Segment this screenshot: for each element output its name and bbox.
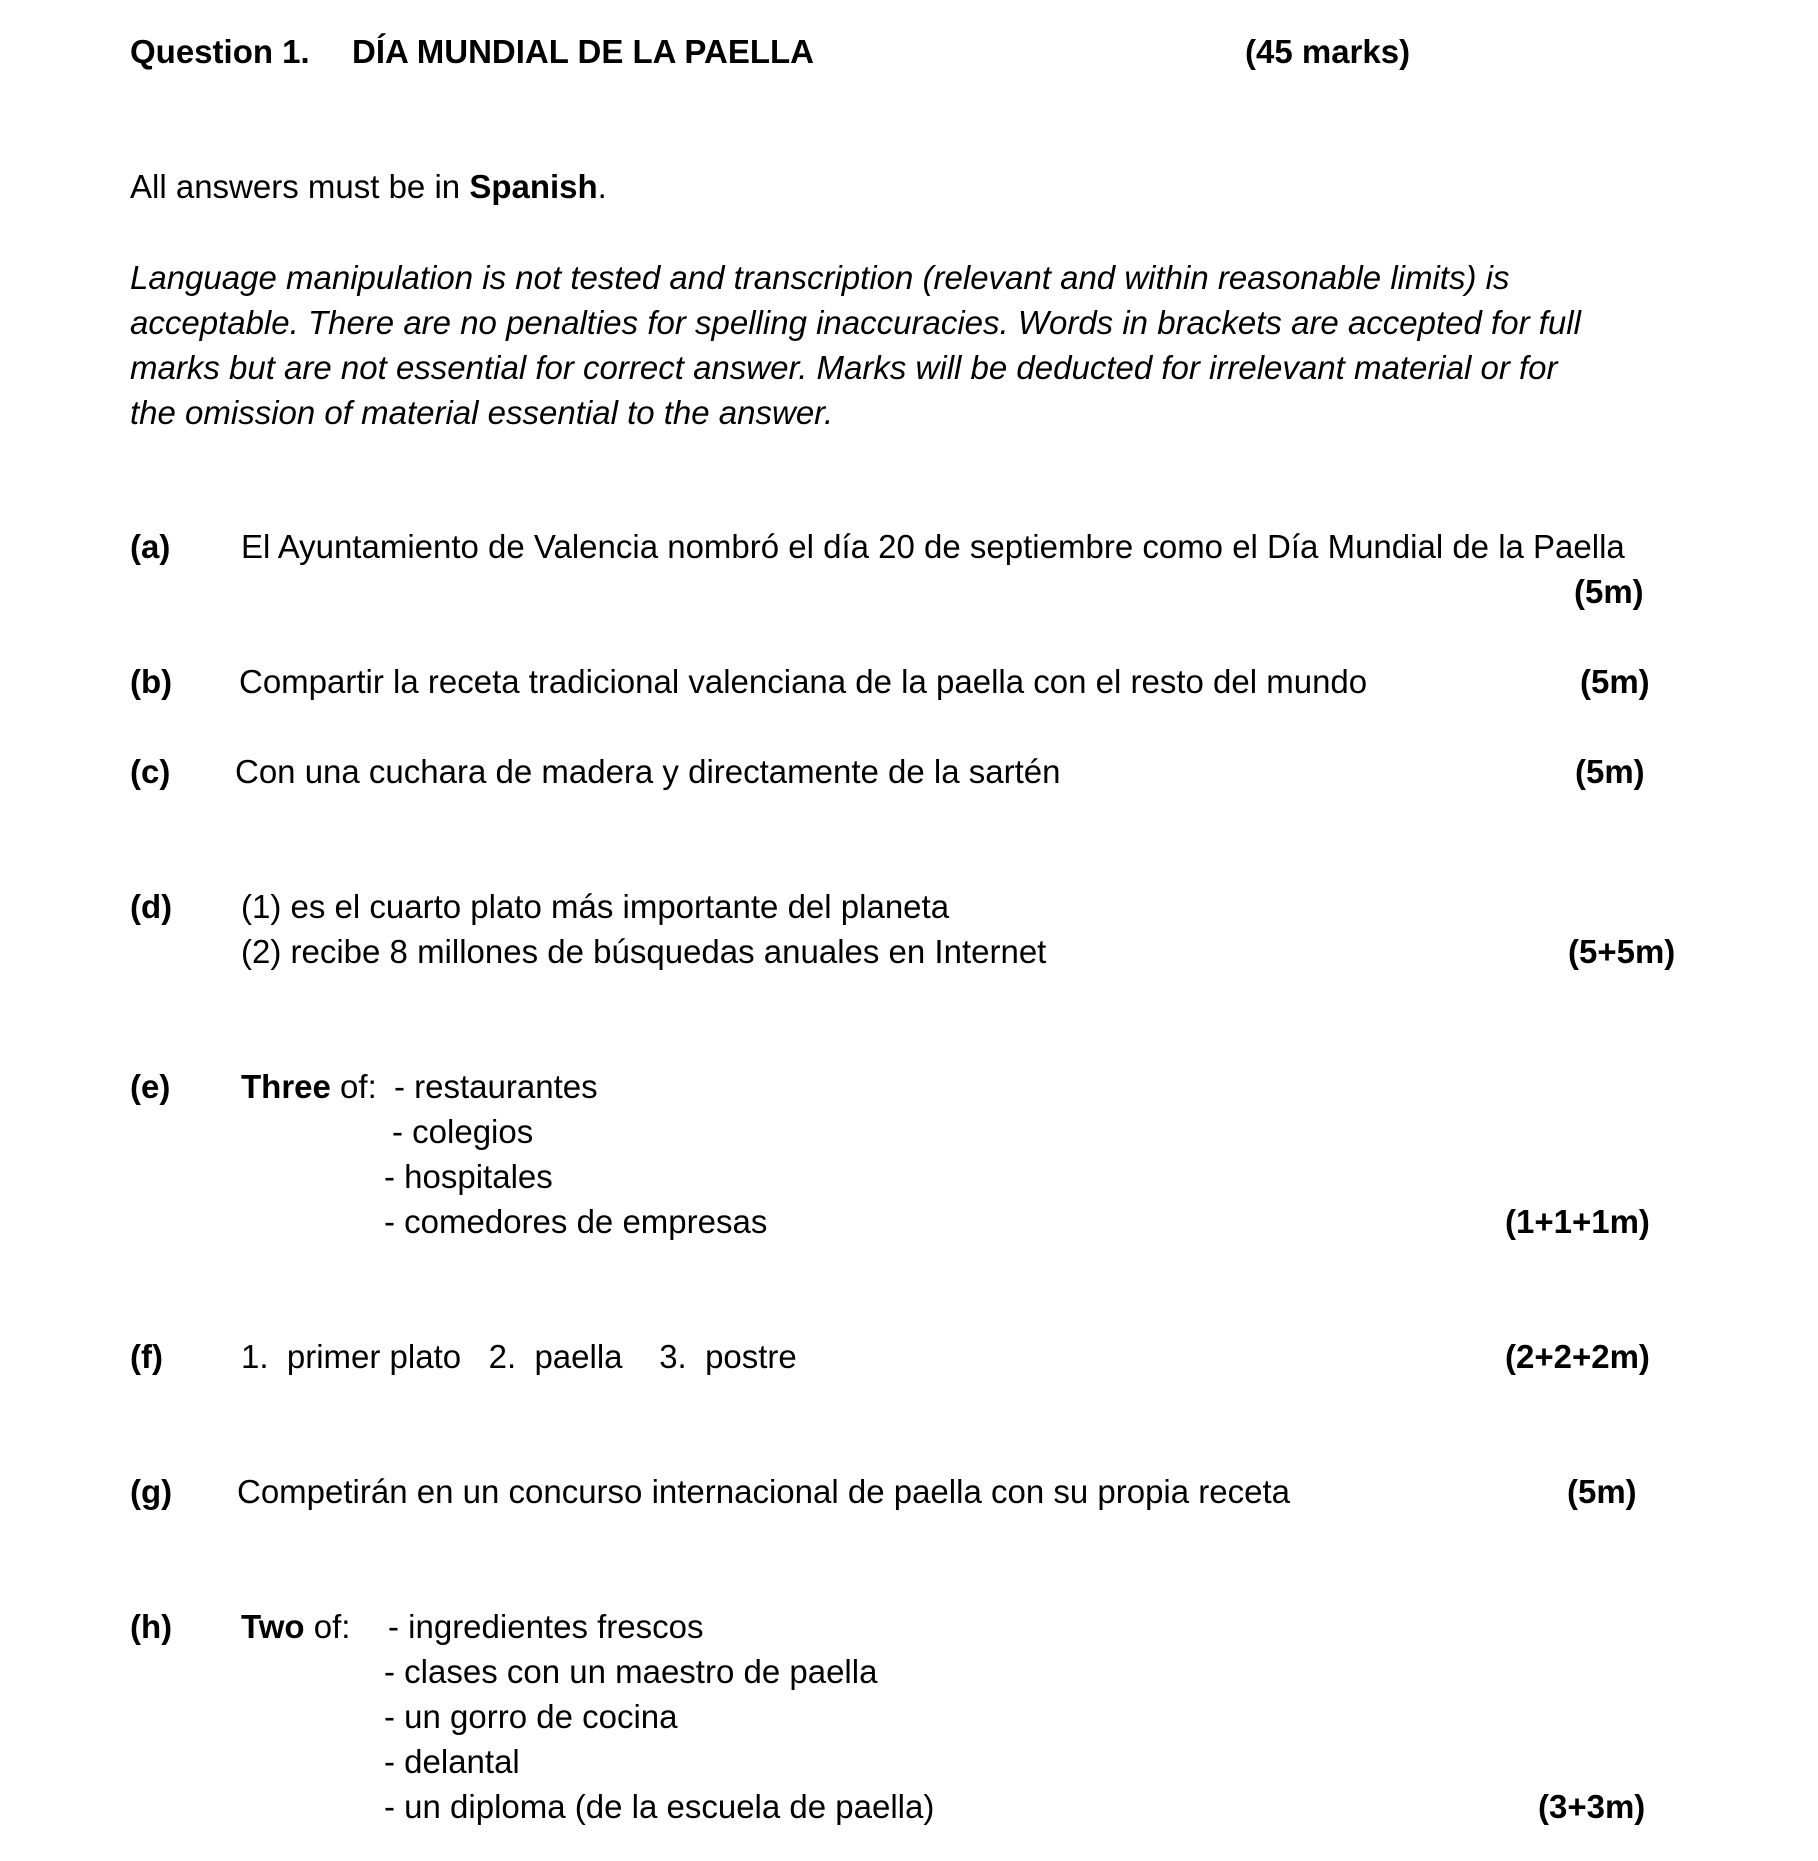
answer-lead-h-bold: Two [241,1608,305,1645]
list-item: - comedores de empresas [384,1203,768,1240]
answer-marks-g: (5m) [1567,1473,1637,1510]
answer-label-h: (h) [130,1608,173,1645]
answer-marks-c: (5m) [1575,753,1645,790]
list-item: - colegios [392,1113,534,1150]
answer-lead-h-rest: of: [304,1608,351,1645]
answer-label-b: (b) [130,663,173,700]
answer-label-f: (f) [130,1338,163,1375]
total-marks: (45 marks) [1245,33,1411,70]
instruction [130,167,607,207]
list-item: - delantal [384,1743,520,1780]
instruction-suffix: . [597,168,607,205]
answer-marks-h: (3+3m) [1538,1788,1646,1825]
answer-label-d: (d) [130,888,173,925]
answer-text-f: 1. primer plato 2. paella 3. postre [241,1338,797,1375]
answer-lead-e-rest: of: [330,1068,377,1105]
question-title: DÍA MUNDIAL DE LA PAELLA [352,33,814,70]
answer-lead-e-bold: Three [241,1068,331,1105]
list-item: - clases con un maestro de paella [384,1653,878,1690]
note-line: acceptable. There are no penalties for spelling inaccuracies. Words in brackets are accepted for full [130,304,1581,341]
answer-lead-h [241,1607,350,1647]
answer-marks-e: (1+1+1m) [1505,1203,1650,1240]
note-line: marks but are not essential for correct answer. Marks will be deducted for irrelevant material or for [130,349,1558,386]
answer-marks-d: (5+5m) [1568,933,1676,970]
answer-marks-f: (2+2+2m) [1505,1338,1650,1375]
list-item: - ingredientes frescos [388,1608,704,1645]
answer-label-e: (e) [130,1068,171,1105]
answer-text-a: El Ayuntamiento de Valencia nombró el día 20 de septiembre como el Día Mundial de la Paella [241,528,1625,565]
instruction-language: Spanish [469,168,598,205]
list-item: - restaurantes [394,1068,598,1105]
answer-label-g: (g) [130,1473,173,1510]
answer-line-d1: (1) es el cuarto plato más importante del planeta [241,888,950,925]
answer-marks-a: (5m) [1574,573,1644,610]
answer-lead-e [241,1067,377,1107]
question-label: Question 1. [130,33,310,70]
marking-notes [130,255,1670,435]
note-line: the omission of material essential to the answer. [130,394,834,431]
answer-label-a: (a) [130,528,171,565]
answer-text-c: Con una cuchara de madera y directamente de la sartén [235,753,1061,790]
list-item: - hospitales [384,1158,553,1195]
answer-label-c: (c) [130,753,171,790]
note-line: Language manipulation is not tested and transcription (relevant and within reasonable limits) is [130,259,1510,296]
answer-text-g: Competirán en un concurso internacional de paella con su propia receta [237,1473,1290,1510]
instruction-prefix: All answers must be in [130,168,470,205]
answer-text-b: Compartir la receta tradicional valenciana de la paella con el resto del mundo [239,663,1368,700]
list-item: - un diploma (de la escuela de paella) [384,1788,935,1825]
list-item: - un gorro de cocina [384,1698,678,1735]
answer-line-d2: (2) recibe 8 millones de búsquedas anuales en Internet [241,933,1047,970]
answer-marks-b: (5m) [1580,663,1650,700]
